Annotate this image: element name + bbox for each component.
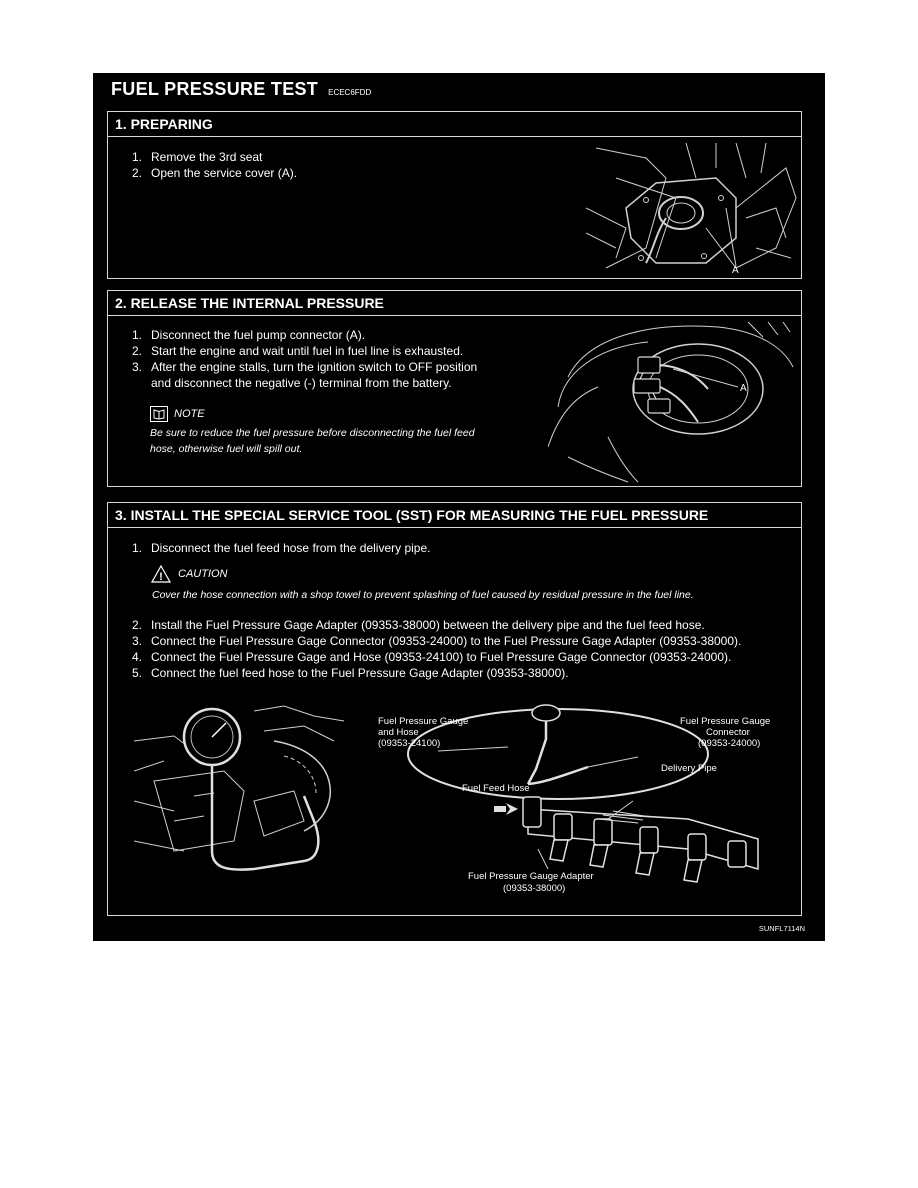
connector-label-line2: Connector <box>706 727 750 738</box>
engine-gauge-illustration <box>134 701 354 881</box>
step-item: 2. Open the service cover (A). <box>132 166 298 180</box>
section-preparing <box>107 111 802 279</box>
connector-label-line3: (09353-24000) <box>698 738 761 749</box>
connector-label-line1: Fuel Pressure Gauge <box>680 716 771 727</box>
step-list <box>132 149 297 181</box>
step-item: 3. Connect the Fuel Pressure Gage Connector (09353-24000) to the Fuel Pressure Gage Adapter (09353-38000). <box>132 634 742 648</box>
fuel-feed-hose-label: Fuel Feed Hose <box>462 783 530 794</box>
step-item: 1. Remove the 3rd seat <box>132 150 263 164</box>
section-release-pressure <box>107 290 802 487</box>
step-item: 3. After the engine stalls, turn the ignition switch to OFF position and disconnect the negative (-) terminal from the battery. <box>132 360 478 390</box>
warning-triangle-icon <box>151 565 171 583</box>
delivery-pipe-label: Delivery Pipe <box>661 763 717 774</box>
gauge-hose-label-line2: and Hose <box>378 727 419 738</box>
callout-label: A <box>740 383 747 394</box>
gauge-hose-label-line3: (09353-24100) <box>378 738 441 749</box>
section-heading: 1. PREPARING <box>115 116 213 132</box>
note-label: NOTE <box>174 408 205 420</box>
section-install-sst <box>107 502 802 916</box>
adapter-label-line1: Fuel Pressure Gauge Adapter <box>468 871 594 882</box>
service-cover-illustration <box>586 138 798 276</box>
step-item: 1. Disconnect the fuel feed hose from the delivery pipe. <box>132 541 431 555</box>
fuel-pump-connector-illustration <box>548 317 798 483</box>
step-list-continued <box>132 617 741 681</box>
figure-code: SUNFL7114N <box>758 924 805 933</box>
caution-text: Cover the hose connection with a shop towel to prevent splashing of fuel caused by residual pressure in the fuel line. <box>152 589 694 601</box>
section-header <box>108 291 801 316</box>
section-heading: 2. RELEASE THE INTERNAL PRESSURE <box>115 295 384 311</box>
gauge-hose-label-line1: Fuel Pressure Gauge <box>378 716 469 727</box>
section-header <box>108 112 801 137</box>
delivery-pipe-illustration <box>358 699 798 914</box>
section-header <box>108 503 801 528</box>
callout-label: A <box>732 265 739 276</box>
step-item: 2. Start the engine and wait until fuel in fuel line is exhausted. <box>132 344 464 358</box>
document-code: ECEC6FDD <box>328 88 372 97</box>
step-item: 2. Install the Fuel Pressure Gage Adapter (09353-38000) between the delivery pipe and the fuel feed hose. <box>132 618 705 632</box>
step-item: 4. Connect the Fuel Pressure Gage and Hose (09353-24100) to Fuel Pressure Gage Connector (09353-24000). <box>132 650 732 664</box>
step-list <box>132 327 477 391</box>
adapter-label-line2: (09353-38000) <box>503 883 566 894</box>
section-heading: 3. INSTALL THE SPECIAL SERVICE TOOL (SST) FOR MEASURING THE FUEL PRESSURE <box>115 507 709 523</box>
step-list <box>132 540 431 556</box>
step-item: 5. Connect the fuel feed hose to the Fuel Pressure Gage Adapter (09353-38000). <box>132 666 569 680</box>
step-item: 1. Disconnect the fuel pump connector (A). <box>132 328 366 342</box>
caution-label: CAUTION <box>178 568 228 580</box>
svg-text:!: ! <box>159 571 163 583</box>
book-icon <box>150 406 168 422</box>
page-title: FUEL PRESSURE TEST ECEC6FDD <box>111 79 372 99</box>
service-manual-sheet <box>93 73 825 941</box>
note-text: Be sure to reduce the fuel pressure before disconnecting the fuel feed hose, otherwise fuel will spill out. <box>150 427 475 455</box>
